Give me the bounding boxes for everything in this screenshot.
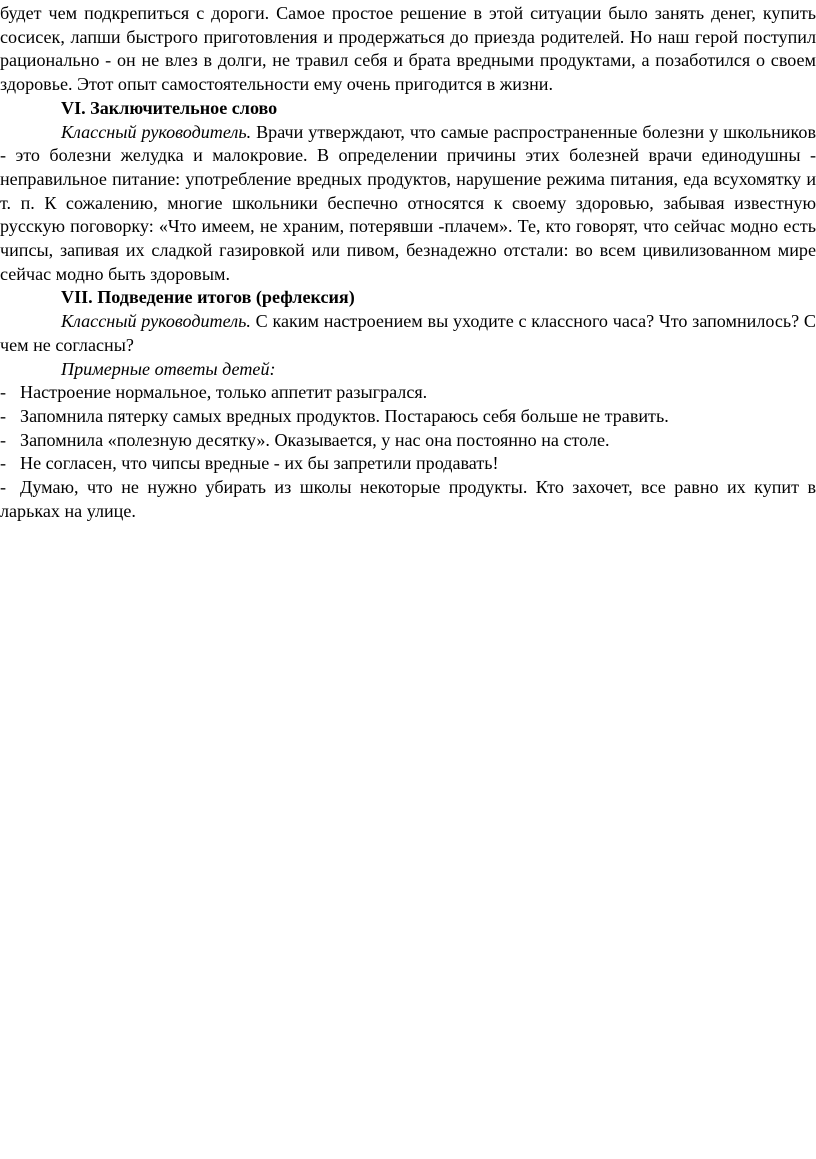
speaker-label: Классный руководитель. <box>61 121 252 142</box>
answer-item-5 <box>0 476 816 523</box>
answer-item-2 <box>0 405 816 429</box>
section-6-text: Врачи утверждают, что самые распространенные болезни у школьников - это болезни желудка и малокровие. В определении причины этих болезней врачи единодушны - неправильное питание: употребление вредных продуктов, нарушение режима питания, еда всухомятку и т. п. К сожалению, многие школьники беспечно относятся к своему здоровью, забывая известную русскую поговорку: «Что имеем, не храним, потерявши -плачем». Те, кто говорят, что сейчас модно есть чипсы, запивая их сладкой газировкой или пивом, безнадежно отстали: во всем цивилизованном мире сейчас модно быть здоровым. <box>0 121 816 284</box>
intro-paragraph: будет чем подкрепиться с дороги. Самое простое решение в этой ситуации было занять денег, купить сосисек, лапши быстрого приготовления и продержаться до приезда родителей. Но наш герой поступил рационально - он не влез в долги, не травил себя и брата вредными продуктами, а позаботился о своем здоровье. Этот опыт самостоятельности ему очень пригодится в жизни. <box>0 3 816 95</box>
answer-item-3 <box>0 429 816 453</box>
answers-label: Примерные ответы детей: <box>61 358 276 379</box>
answer-text: Запомнила пятерку самых вредных продуктов. Постараюсь себя больше не травить. <box>20 405 669 426</box>
speaker-label: Классный руководитель. <box>61 311 251 332</box>
dash-marker: - <box>0 453 7 474</box>
section-7-text: С каким настроением вы уходите с классного часа? Что запомнилось? С чем не согласны? <box>0 311 816 355</box>
answer-text: Настроение нормальное, только аппетит разыгрался. <box>20 382 428 403</box>
answer-text: Запомнила «полезную десятку». Оказывается, у нас она постоянно на столе. <box>20 429 610 450</box>
dash-marker: - <box>0 477 7 498</box>
dash-marker: - <box>0 405 7 426</box>
dash-marker: - <box>0 382 7 403</box>
answer-text: Не согласен, что чипсы вредные - их бы запретили продавать! <box>20 453 499 474</box>
section-7-paragraph <box>0 310 816 357</box>
answer-item-1 <box>0 381 816 405</box>
dash-marker: - <box>0 429 7 450</box>
section-6-paragraph <box>0 121 816 287</box>
section-6-heading: VI. Заключительное слово <box>61 97 278 118</box>
section-7-heading: VII. Подведение итогов (рефлексия) <box>61 287 355 308</box>
answer-item-4 <box>0 452 816 476</box>
answer-text: Думаю, что не нужно убирать из школы некоторые продукты. Кто захочет, все равно их купит в ларьках на улице. <box>0 477 816 521</box>
